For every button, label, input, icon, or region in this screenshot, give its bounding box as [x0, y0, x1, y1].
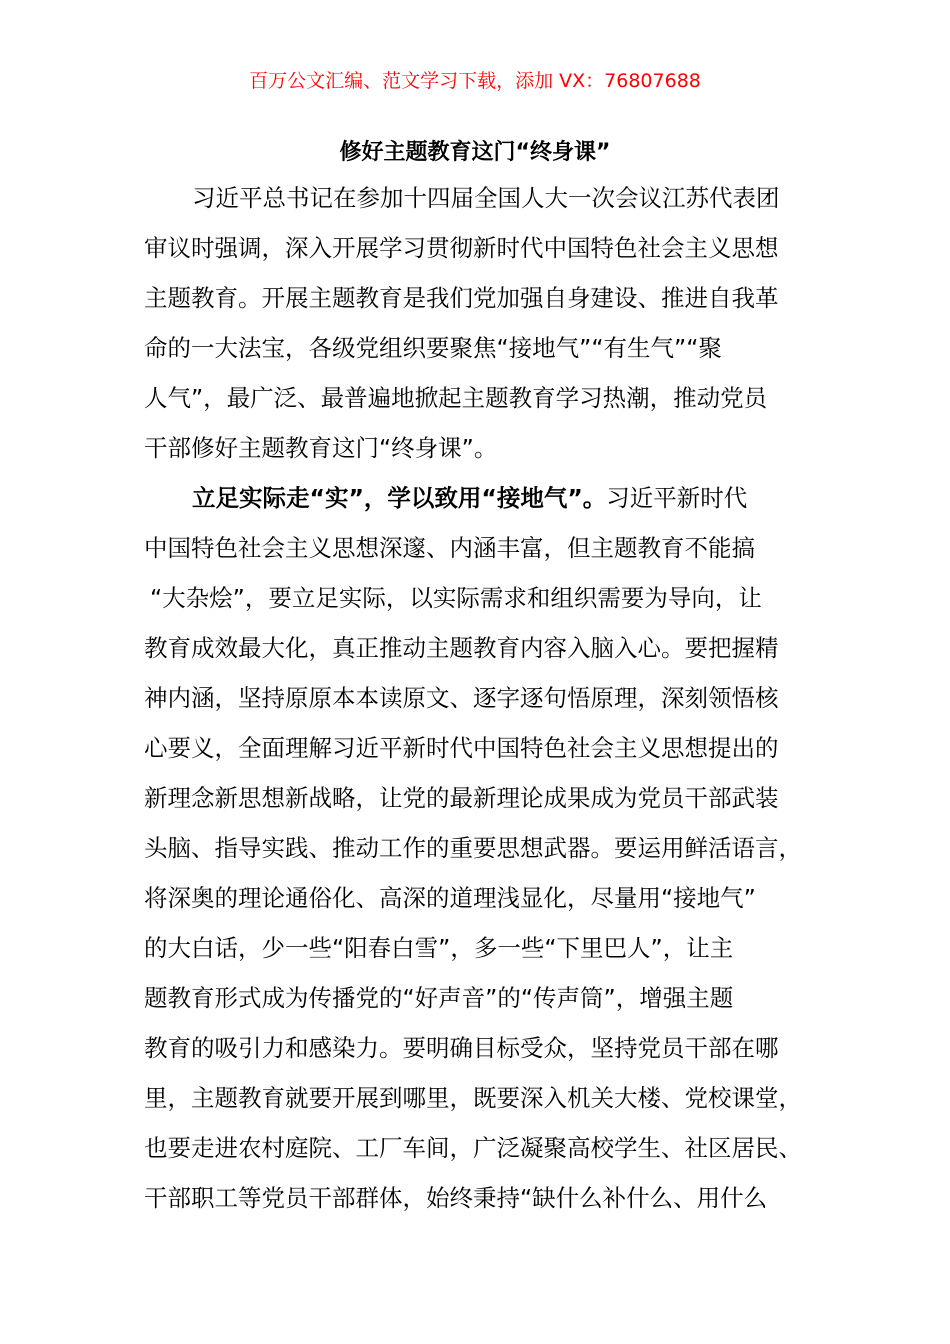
paragraph-2-line: 将深奥的理论通俗化、高深的道理浅显化，尽量用“接地气” — [144, 884, 756, 912]
paragraph-2-line: 也要走进农村庭院、工厂车间，广泛凝聚高校学生、社区居民、 — [144, 1134, 802, 1162]
paragraph-1-line: 命的一大法宝，各级党组织要聚焦“接地气”“有生气”“聚 — [144, 334, 722, 362]
paragraph-2-line: 神内涵，坚持原原本本读原文、逐字逐句悟原理，深刻领悟核 — [144, 684, 779, 712]
paragraph-2-line: 教育成效最大化，真正推动主题教育内容入脑入心。要把握精 — [144, 634, 779, 662]
paragraph-2-line: 心要义，全面理解习近平新时代中国特色社会主义思想提出的 — [144, 734, 779, 762]
paragraph-2-line: 新理念新思想新战略，让党的最新理论成果成为党员干部武装 — [144, 784, 779, 812]
paragraph-2-line: 里，主题教育就要开展到哪里，既要深入机关大楼、党校课堂， — [144, 1084, 802, 1112]
paragraph-1-line: 干部修好主题教育这门“终身课”。 — [144, 434, 498, 462]
paragraph-1-line: 主题教育。开展主题教育是我们党加强自身建设、推进自我革 — [144, 284, 779, 312]
paragraph-1-line: 审议时强调，深入开展学习贯彻新时代中国特色社会主义思想 — [144, 234, 779, 262]
paragraph-2-line: 教育的吸引力和感染力。要明确目标受众，坚持党员干部在哪 — [144, 1034, 779, 1062]
paragraph-2-line: 的大白话，少一些“阳春白雪”，多一些“下里巴人”，让主 — [144, 934, 734, 962]
download-notice: 百万公文汇编、范文学习下载，添加 VX：76807688 — [249, 70, 701, 92]
paragraph-2-line: 头脑、指导实践、推动工作的重要思想武器。要运用鲜活语言， — [144, 834, 802, 862]
paragraph-2-first-line — [192, 481, 824, 515]
paragraph-2-line: 中国特色社会主义思想深邃、内涵丰富，但主题教育不能搞 — [144, 534, 755, 562]
paragraph-2-text: 习近平新时代 — [606, 484, 748, 512]
paragraph-1-line: 习近平总书记在参加十四届全国人大一次会议江苏代表团 — [192, 184, 780, 212]
section-lead-heading: 立足实际走“实”，学以致用“接地气”。 — [192, 484, 607, 512]
document-title: 修好主题教育这门“终身课” — [339, 140, 611, 165]
paragraph-2-line: “大杂烩”，要立足实际，以实际需求和组织需要为导向，让 — [150, 584, 762, 612]
paragraph-2-line: 题教育形式成为传播党的“好声音”的“传声筒”，增强主题 — [144, 984, 734, 1012]
paragraph-1-line: 人气”，最广泛、最普遍地掀起主题教育学习热潮，推动党员 — [144, 384, 768, 412]
paragraph-2-line: 干部职工等党员干部群体，始终秉持“缺什么补什么、用什么 — [144, 1184, 768, 1212]
